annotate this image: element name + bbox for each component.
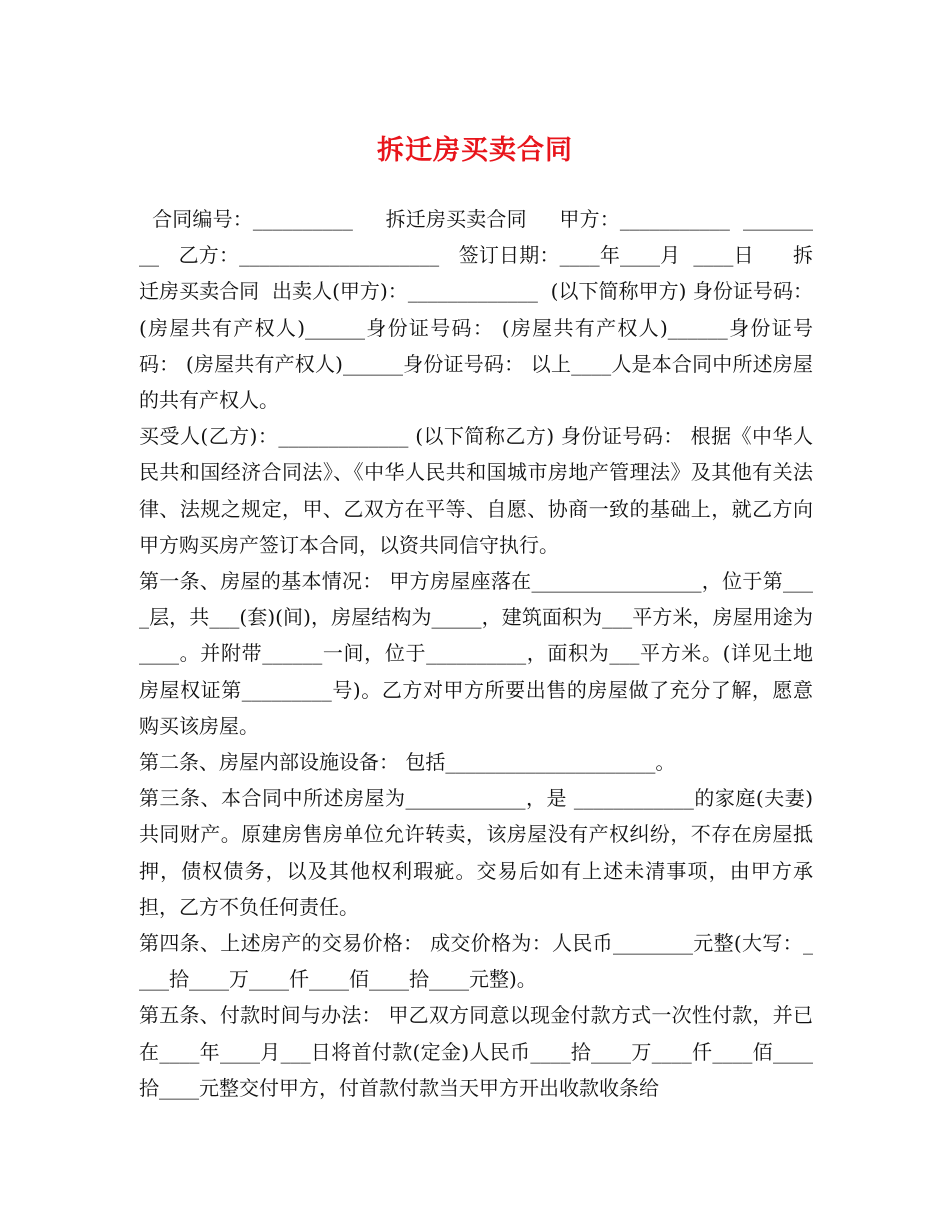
article-5-paragraph: 第五条、付款时间与办法： 甲乙双方同意以现金付款方式一次性付款，并已在____年____月___日将首付款(定金)人民币____拾____万____仟____佰____拾____元整交付甲方，付首款付款当天甲方开出收款收条给 bbox=[139, 1003, 813, 1100]
article-2-paragraph: 第二条、房屋内部设施设备： 包括_____________________。 bbox=[139, 750, 676, 775]
document-title: 拆迁房买卖合同 bbox=[377, 135, 573, 166]
contract-header-paragraph: 合同编号：__________ 拆迁房买卖合同 甲方：___________ _________ 乙方：____________________ 签订日期：____年____月 ____日 拆迁房买卖合同 出卖人(甲方)：_____________ (以下简称甲方) 身份证号码： (房屋共有产权人)______身份证号码： (房屋共有产权人)______身份证号码： (房屋共有产权人)______身份证号码： 以上____人是本合同中所述房屋的共有产权人。 bbox=[139, 207, 820, 413]
article-1-paragraph: 第一条、房屋的基本情况： 甲方房屋座落在_________________，位于第____层，共___(套)(间)，房屋结构为_____，建筑面积为___平方米，房屋用途为____。并附带______一间，位于__________，面积为___平方米。(详见土地房屋权证第_________号)。乙方对甲方所要出售的房屋做了充分了解，愿意购买该房屋。 bbox=[139, 569, 813, 738]
article-4-paragraph: 第四条、上述房产的交易价格： 成交价格为：人民币________元整(大写：____拾____万____仟____佰____拾____元整)。 bbox=[139, 931, 813, 992]
document-body bbox=[139, 201, 820, 1106]
buyer-paragraph: 买受人(乙方)：_____________ (以下简称乙方) 身份证号码： 根据《中华人民共和国经济合同法》、《中华人民共和国城市房地产管理法》及其他有关法律、法规之规定，甲、乙双方在平等、自愿、协商一致的基础上，就乙方向甲方购买房产签订本合同，以资共同信守执行。 bbox=[139, 424, 813, 557]
article-3-paragraph: 第三条、本合同中所述房屋为____________，是 ____________的家庭(夫妻)共同财产。原建房售房单位允许转卖，该房屋没有产权纠纷，不存在房屋抵押，债权债务，以及其他权利瑕疵。交易后如有上述未清事项，由甲方承担，乙方不负任何责任。 bbox=[139, 786, 813, 919]
